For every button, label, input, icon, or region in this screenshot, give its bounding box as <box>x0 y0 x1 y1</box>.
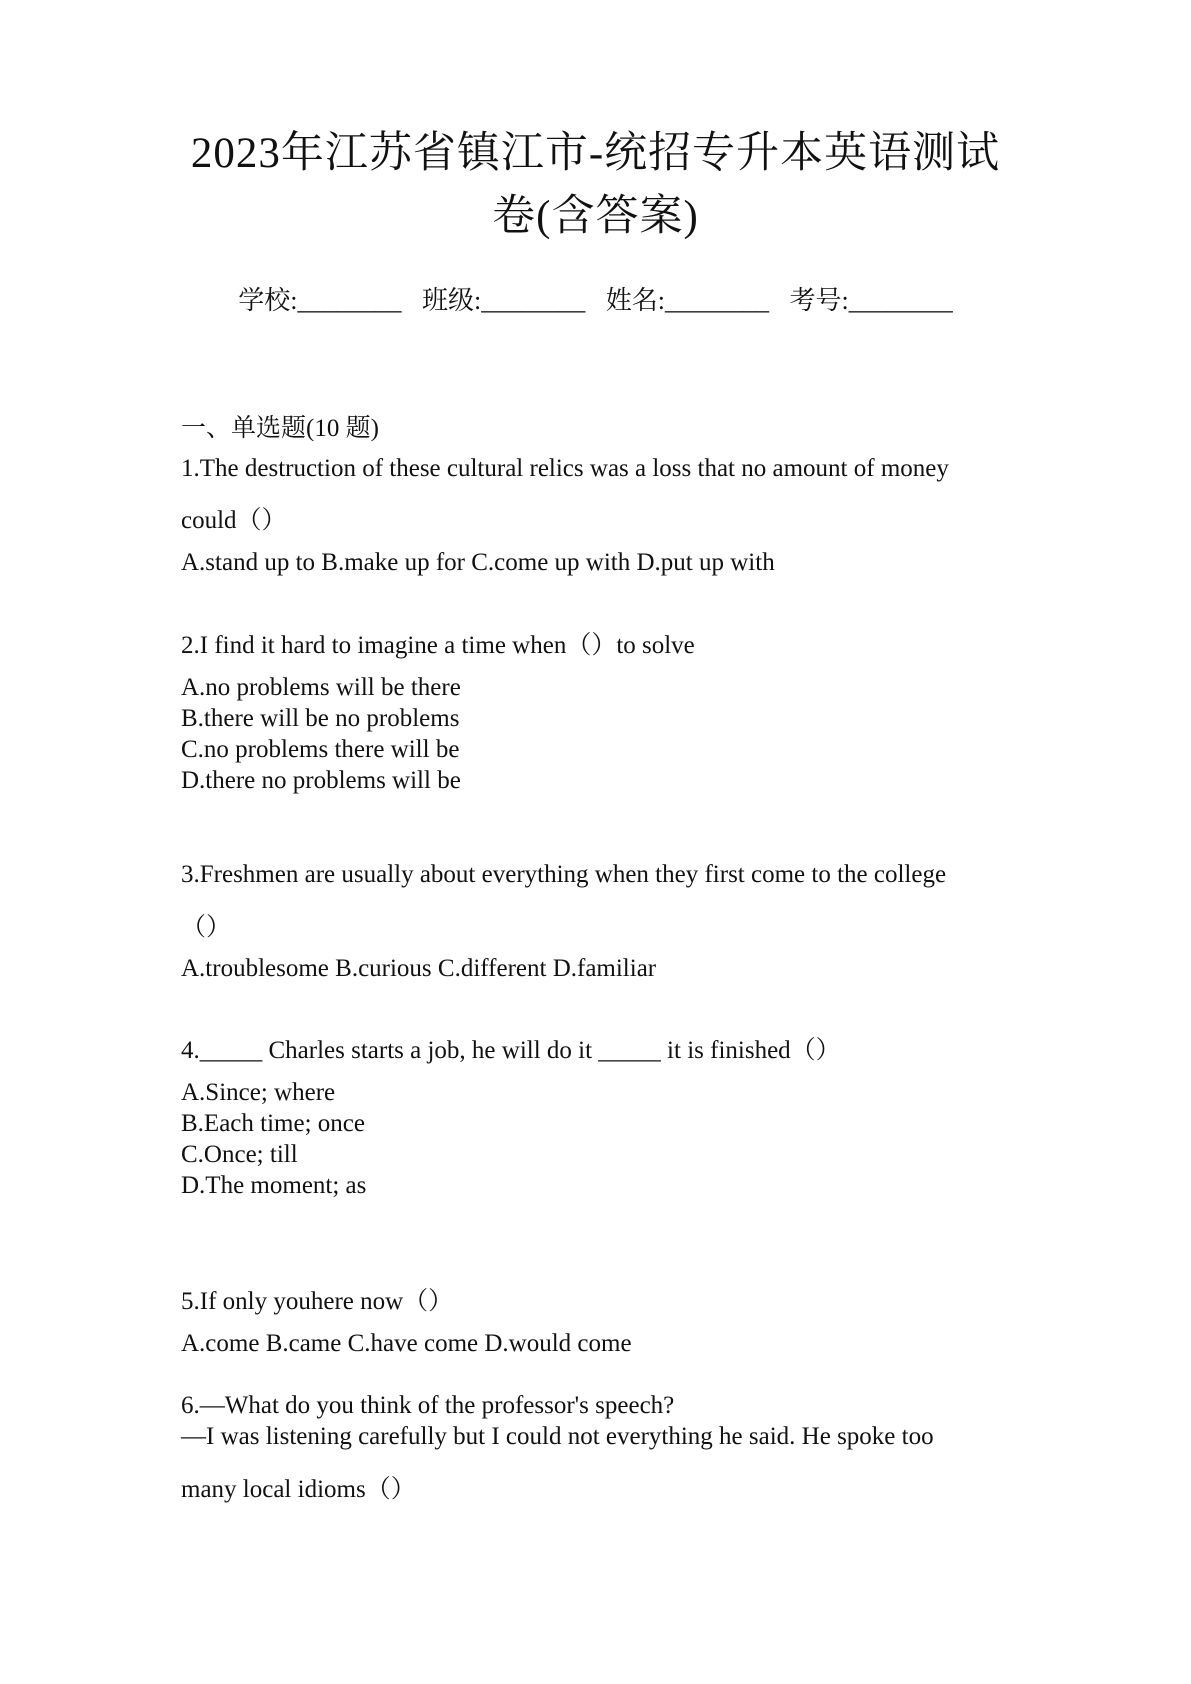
school-field: 学校:________ <box>238 286 402 315</box>
page-title-line2: 卷(含答案) <box>492 193 699 240</box>
q4-stem: 4._____ Charles starts a job, he will do it _____ it is finished（） <box>181 1037 841 1064</box>
q4-option-a: A.Since; where <box>181 1079 336 1106</box>
student-info-row <box>0 280 1191 317</box>
q1-stem-line1: 1.The destruction of these cultural relics was a loss that no amount of money <box>181 455 949 482</box>
q2-option-a: A.no problems will be there <box>181 674 461 701</box>
q4-option-c: C.Once; till <box>181 1141 298 1168</box>
q2-stem: 2.I find it hard to imagine a time when（）to solve <box>181 632 695 659</box>
q2-option-c: C.no problems there will be <box>181 736 460 763</box>
page-title-line1: 2023年江苏省镇江市-统招专升本英语测试 <box>190 130 1001 177</box>
q4-option-b: B.Each time; once <box>181 1110 365 1137</box>
q4-option-d: D.The moment; as <box>181 1172 367 1199</box>
q1-options: A.stand up to B.make up for C.come up with D.put up with <box>181 549 775 576</box>
q5-options: A.come B.came C.have come D.would come <box>181 1330 632 1357</box>
section-heading: 一、单选题(10 题) <box>181 415 379 442</box>
q5-stem: 5.If only youhere now（） <box>181 1288 454 1315</box>
q3-stem-line1: 3.Freshmen are usually about everything when they first come to the college <box>181 861 947 888</box>
q1-stem-line2: could（） <box>181 507 287 534</box>
q2-option-b: B.there will be no problems <box>181 705 460 732</box>
class-field: 班级:________ <box>422 286 586 315</box>
exam-number-field: 考号:________ <box>789 286 953 315</box>
name-field: 姓名:________ <box>605 286 769 315</box>
q3-stem-line2: （） <box>181 914 232 941</box>
q6-stem-line3: many local idioms（） <box>181 1476 416 1503</box>
q3-options: A.troublesome B.curious C.different D.familiar <box>181 955 657 982</box>
q6-stem-line1: 6.—What do you think of the professor's speech? <box>181 1392 675 1419</box>
q2-option-d: D.there no problems will be <box>181 767 461 794</box>
q6-stem-line2: —I was listening carefully but I could not everything he said. He spoke too <box>181 1423 934 1450</box>
